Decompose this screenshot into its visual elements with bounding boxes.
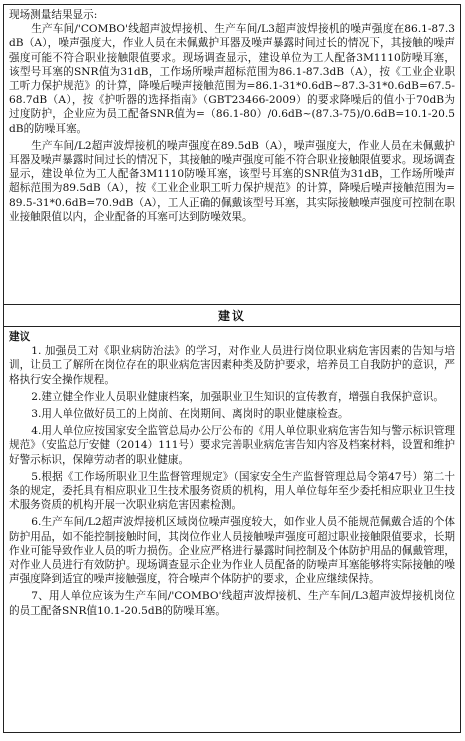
suggestion-item-7: 7、用人单位应该为生产车间/'COMBO'线超声波焊接机、生产车间/L3超声波焊接机岗位的员工配备SNR值10.1-20.5dB的防噪耳塞。 — [9, 590, 455, 617]
results-paragraph-1: 生产车间/'COMBO'线超声波焊接机、生产车间/L3超声波焊接机的噪声强度在86.1-87.3 dB（A），噪声强度大，作业人员在未佩戴护耳器及噪声暴露时间过长的情况下，其接触的噪声强度可能不符合职业接触限值要求。现场调查显示，建设单位为工人配备3M1110防噪耳塞，该型号耳塞的SNR值为31dB，工作场所噪声超标范围为86.1-87.3dB（A），按《工业企业职工听力保护规范》的计算，降噪后噪声接触范围为=86.1-31*0.6dB~87.3-31*0.6dB=67.5-68.7dB（A），按《护听器的选择指南》（GBT23466-2009）的要求降噪后的值小于70dB为过度防护，企业应为员工配备SNR值为=（86.1-80）/0.6dB~(87.3-75)/0.6dB=10.1-20.5dB的防噪耳塞。 — [9, 23, 455, 135]
suggestions-header: 建议 — [3, 305, 461, 327]
suggestion-item-1: 1. 加强员工对《职业病防治法》的学习，对作业人员进行岗位职业病危害因素的告知与培训，让员工了解所在岗位存在的职业病危害因素种类及防护要求，培养员工自我防护的意识，严格执行安全操作规程。 — [9, 345, 455, 386]
measurement-results-cell — [3, 4, 461, 305]
suggestion-item-4: 4.用人单位应按国家安全监管总局办公厅公布的《用人单位职业病危害告知与警示标识管理规范》（安监总厅安健（2014）111号）要求完善职业病危害告知内容及档案材料，设置和维护好警示标识，保障劳动者的职业健康。 — [9, 425, 455, 466]
results-paragraph-2: 生产车间/L2超声波焊接机的噪声强度在89.5dB（A），噪声强度大，作业人员在未佩戴护耳器及噪声暴露时间过长的情况下，其接触的噪声强度可能不符合职业接触限值要求。现场调查显示，建设单位为工人配备3M1110防噪耳塞，该型号耳塞的SNR值为31dB，工作场所噪声超标范围为89.5dB（A），按《工业企业职工听力保护规范》的计算，降噪后噪声接触范围为=89.5-31*0.6dB=70.9dB（A），工人正确的佩戴该型号耳塞，其实际接触噪声强度可控制在职业接触限值以内，企业配备的耳塞可达到防噪效果。 — [9, 139, 455, 223]
suggestions-label: 建议 — [9, 331, 31, 343]
suggestion-item-6: 6.生产车间/L2超声波焊接机区域岗位噪声强度较大，如作业人员不能规范佩戴合适的个体防护用品，如不能控制接触时间，其岗位作业人员接触噪声强度可超过职业接触限值要求，长期作业可能导致作业人员的听力损伤。企业应严格进行暴露时间控制及个体防护用品的佩戴管理，对作业人员进行有效防护。现场调查显示企业为作业人员配备的防噪声耳塞能够将实际接触的噪声强度降到适宜的噪声接触强度，符合噪声个体防护的要求，企业应继续保持。 — [9, 516, 455, 586]
suggestion-item-5: 5.根据《工作场所职业卫生监督管理规定》（国家安全生产监督管理总局令第47号）第二十条的规定，委托具有相应职业卫生技术服务资质的机构，用人单位每年至少委托相应职业卫生技术服务资质的机构开展一次职业病危害因素检测。 — [9, 470, 455, 512]
results-label: 现场测量结果显示: — [9, 9, 98, 21]
suggestion-item-3: 3.用人单位做好员工的上岗前、在岗期间、离岗时的职业健康检查。 — [31, 408, 349, 421]
report-table — [3, 4, 461, 733]
suggestions-cell — [3, 327, 461, 733]
suggestion-item-2: 2.建立健全作业人员职业健康档案，加强职业卫生知识的宣传教育，增强自我保护意识。 — [31, 390, 444, 403]
